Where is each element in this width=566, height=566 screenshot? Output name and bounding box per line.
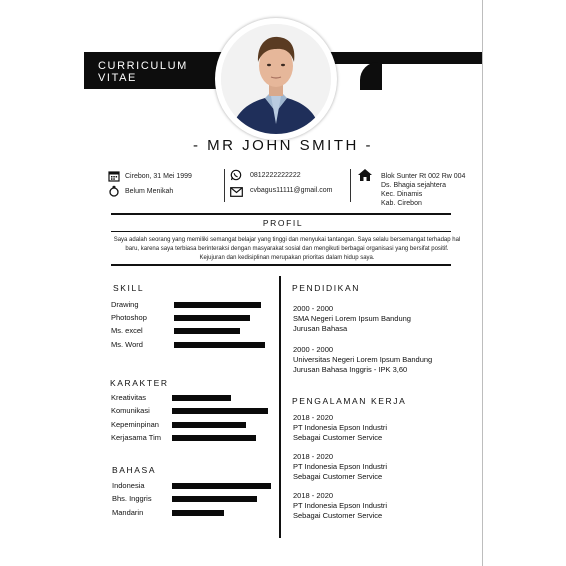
page-edge-divider: [482, 0, 483, 566]
phone-number: 0812222222222: [250, 172, 301, 179]
pendidikan-title: PENDIDIKAN: [292, 283, 360, 293]
karakter-label: Komunikasi: [111, 406, 150, 415]
bahasa-title: BAHASA: [112, 465, 157, 475]
column-divider: [279, 276, 281, 538]
pengalaman-year: 2018 - 2020: [293, 491, 334, 500]
address-line2: Ds. Bhagia sejahtera: [381, 182, 446, 189]
bahasa-bar: [172, 510, 224, 516]
skill-title: SKILL: [113, 283, 145, 293]
profil-top-rule: [111, 213, 451, 215]
pengalaman-title: PENGALAMAN KERJA: [292, 396, 407, 406]
profil-title: PROFIL: [262, 218, 304, 228]
marital-status: Belum Menikah: [125, 188, 174, 195]
pengalaman-role: Sebagai Customer Service: [293, 511, 383, 520]
karakter-label: Kerjasama Tim: [111, 433, 162, 442]
contact-separator-1: [224, 169, 225, 202]
header-band-right-tab: [360, 62, 382, 90]
karakter-label: Kepeminpinan: [111, 420, 159, 429]
pengalaman-year: 2018 - 2020: [293, 452, 334, 461]
email-address: cvbagus11111@gmail.com: [250, 187, 333, 194]
karakter-bar: [172, 408, 268, 414]
address-line4: Kab. Cirebon: [381, 200, 422, 207]
skill-label: Photoshop: [111, 313, 147, 322]
pendidikan-entry: [293, 304, 411, 334]
contact-separator-2: [350, 169, 351, 202]
pengalaman-company: PT Indonesia Epson Industri: [293, 423, 388, 432]
address-line3: Kec. Dinamis: [381, 191, 423, 198]
pendidikan-school: Universitas Negeri Lorem Ipsum Bandung: [293, 355, 433, 364]
pengalaman-role: Sebagai Customer Service: [293, 472, 383, 481]
cv-title-line2: VITAE: [98, 72, 137, 84]
profil-text: Saya adalah seorang yang memiliki semangat belajar yang tinggi dan menyukai tantangan. Saya selalu bersemangat terhadap hal baru, karena saya terbiasa berinteraksi dengan masyarakat sosial dan mengikuti berbagai organisasi yang bersifat positif. Kejujuran dan kedisiplinan merupakan prioritas dalam hidup saya.: [113, 237, 461, 261]
bahasa-label: Mandarin: [112, 508, 144, 517]
pengalaman-entry: [293, 413, 387, 443]
skill-bar: [174, 328, 240, 334]
pengalaman-entry: [293, 452, 387, 482]
birth-info: Cirebon, 31 Mei 1999: [125, 173, 192, 180]
pengalaman-entry: [293, 491, 387, 521]
pengalaman-year: 2018 - 2020: [293, 413, 334, 422]
pengalaman-company: PT Indonesia Epson Industri: [293, 501, 388, 510]
skill-label: Drawing: [111, 300, 139, 309]
portrait-image: [221, 24, 331, 134]
header-band-right: [330, 52, 482, 64]
skill-bar: [174, 342, 265, 348]
pendidikan-school: SMA Negeri Lorem Ipsum Bandung: [293, 314, 411, 323]
address-line1: Blok Sunter Rt 002 Rw 004: [381, 173, 466, 180]
pendidikan-major: Jurusan Bahasa: [293, 324, 348, 333]
bahasa-label: Bhs. Inggris: [112, 494, 152, 503]
home-icon: [357, 168, 373, 187]
profil-bottom-rule: [111, 264, 451, 266]
profil-title-rule: [111, 231, 451, 232]
karakter-bar: [172, 422, 246, 428]
pendidikan-major: Jurusan Bahasa Inggris - IPK 3,60: [293, 365, 408, 374]
profile-photo: [221, 24, 331, 134]
karakter-title: KARAKTER: [110, 378, 169, 388]
pengalaman-company: PT Indonesia Epson Industri: [293, 462, 388, 471]
address: [381, 172, 465, 208]
cv-title-line1: CURRICULUM: [98, 60, 188, 72]
person-name: - MR JOHN SMITH -: [193, 137, 373, 154]
pengalaman-role: Sebagai Customer Service: [293, 433, 383, 442]
bahasa-bar: [172, 483, 271, 489]
pendidikan-year: 2000 - 2000: [293, 345, 334, 354]
email-icon: [230, 184, 243, 202]
skill-bar: [174, 302, 261, 308]
bahasa-label: Indonesia: [112, 481, 145, 490]
ring-icon: [108, 184, 120, 202]
pendidikan-year: 2000 - 2000: [293, 304, 334, 313]
skill-label: Ms. Word: [111, 340, 143, 349]
skill-label: Ms. excel: [111, 326, 143, 335]
karakter-bar: [172, 435, 256, 441]
cv-title: [98, 60, 188, 84]
karakter-bar: [172, 395, 231, 401]
bahasa-bar: [172, 496, 257, 502]
pendidikan-entry: [293, 345, 432, 375]
skill-bar: [174, 315, 250, 321]
karakter-label: Kreativitas: [111, 393, 147, 402]
